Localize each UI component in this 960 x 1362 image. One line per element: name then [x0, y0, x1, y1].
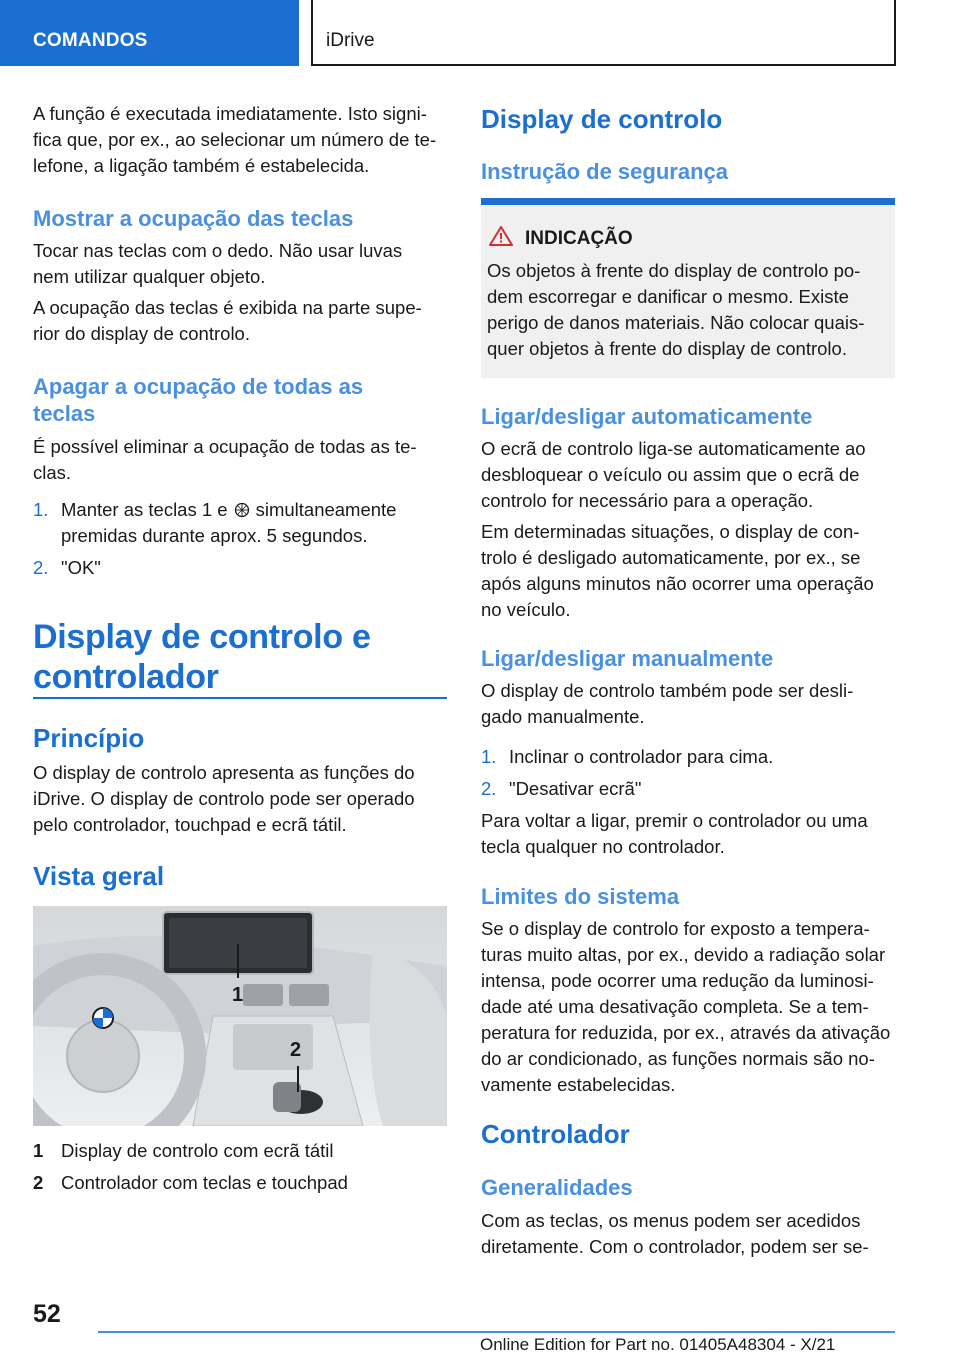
- step-text-pre: Manter as teclas 1 e: [61, 499, 228, 520]
- legend-item-1: [33, 1138, 447, 1164]
- auto-onoff-heading: Ligar/desligar automaticamente: [481, 404, 813, 429]
- clear-keys-heading: Apagar a ocupação de todas as teclas: [33, 374, 364, 426]
- footer-rule: [98, 1331, 895, 1333]
- warning-triangle-icon: [489, 225, 513, 247]
- callout-label-1: 1: [232, 984, 244, 1006]
- notice-title: INDICAÇÃO: [525, 228, 633, 249]
- manual-onoff-step-1: [481, 744, 895, 770]
- manual-onoff-paragraph-1: O display de controlo também pode ser desli- gado manualmente.: [481, 680, 854, 727]
- display-controller-heading: Display de controlo e controlador: [33, 618, 371, 696]
- footer-edition: Online Edition for Part no. 01405A48304 - X/21: [480, 1335, 836, 1354]
- limits-paragraph: Se o display de controlo for exposto a tempera- turas muito altas, por ex., devido a radiação solar intensa, pode ocorrer uma redução da luminosi- dade até uma desativação completa. Se a tem- peratura for reduzida, por ex., através da ativação do ar condicionado, as funções normais são no- vamente estabelecidas.: [481, 918, 891, 1095]
- callout-label-2: 2: [290, 1039, 302, 1061]
- clear-keys-step-1: [33, 497, 447, 549]
- heading-rule: [33, 697, 447, 699]
- cockpit-drawing: [33, 906, 447, 1126]
- show-keys-paragraph-2: A ocupação das teclas é exibida na parte supe- rior do display de controlo.: [33, 297, 422, 344]
- principle-heading: Princípio: [33, 723, 145, 753]
- step-text: "Desativar ecrã": [509, 778, 642, 799]
- chapter-title: iDrive: [326, 30, 375, 51]
- section-title: COMANDOS: [33, 30, 148, 51]
- step-number: 1.: [481, 746, 497, 767]
- notice-box: [481, 198, 895, 378]
- controller-heading: Controlador: [481, 1119, 630, 1149]
- legend-text: Display de controlo com ecrã tátil: [61, 1140, 334, 1161]
- show-keys-paragraph-1: Tocar nas teclas com o dedo. Não usar luvas nem utilizar qualquer objeto.: [33, 240, 403, 287]
- notice-bar: [481, 198, 895, 205]
- auto-onoff-paragraph-1: O ecrã de controlo liga-se automaticamente ao desbloquear o veículo ou assim que o ecrã de controlo for necessário para a operação.: [481, 438, 866, 511]
- principle-paragraph: O display de controlo apresenta as funções do iDrive. O display de controlo pode ser operado pelo controlador, touchpad e ecrã tátil.: [33, 762, 415, 835]
- step-number: 2.: [481, 778, 497, 799]
- overview-heading: Vista geral: [33, 861, 165, 891]
- safety-heading: Instrução de segurança: [481, 159, 728, 184]
- clear-keys-paragraph: É possível eliminar a ocupação de todas as te- clas.: [33, 436, 417, 483]
- step-text: Inclinar o controlador para cima.: [509, 746, 774, 767]
- manual-onoff-heading: Ligar/desligar manualmente: [481, 646, 774, 671]
- display-heading: Display de controlo: [481, 104, 723, 134]
- show-keys-heading: Mostrar a ocupação das teclas: [33, 206, 354, 231]
- controller-icon: [234, 501, 250, 519]
- legend-key: 1: [33, 1140, 44, 1161]
- manual-onoff-paragraph-2: Para voltar a ligar, premir o controlador ou uma tecla qualquer no controlador.: [481, 810, 868, 857]
- step-number: 1.: [33, 499, 49, 520]
- manual-onoff-step-2: [481, 776, 895, 802]
- legend-text: Controlador com teclas e touchpad: [61, 1172, 348, 1193]
- chapter-tab: [311, 0, 896, 66]
- step-text-post: simultaneamente: [255, 499, 397, 520]
- page-number: 52: [33, 1300, 61, 1328]
- step-text: "OK": [61, 557, 101, 578]
- controller-paragraph: Com as teclas, os menus podem ser acedidos diretamente. Com o controlador, podem ser se-: [481, 1210, 869, 1257]
- general-heading: Generalidades: [481, 1175, 633, 1200]
- cockpit-illustration: [33, 906, 447, 1126]
- legend-key: 2: [33, 1172, 44, 1193]
- step-number: 2.: [33, 557, 49, 578]
- step-text-line-2: premidas durante aprox. 5 segundos.: [61, 525, 368, 546]
- notice-text: Os objetos à frente do display de controlo po- dem escorregar e danificar o mesmo. Existe perigo de danos materiais. Não colocar quais- quer objetos à frente do display de controlo.: [487, 260, 865, 359]
- legend-item-2: [33, 1170, 447, 1196]
- limits-heading: Limites do sistema: [481, 884, 680, 909]
- auto-onoff-paragraph-2: Em determinadas situações, o display de con- trolo é desligado automaticamente, por ex., se após alguns minutos não ocorrer uma operação no veículo.: [481, 521, 874, 620]
- clear-keys-step-2: [33, 555, 447, 581]
- intro-paragraph: A função é executada imediatamente. Isto signi- fica que, por ex., ao selecionar um número de te- lefone, a ligação também é estabelecida.: [33, 103, 437, 176]
- section-tab: [0, 0, 299, 66]
